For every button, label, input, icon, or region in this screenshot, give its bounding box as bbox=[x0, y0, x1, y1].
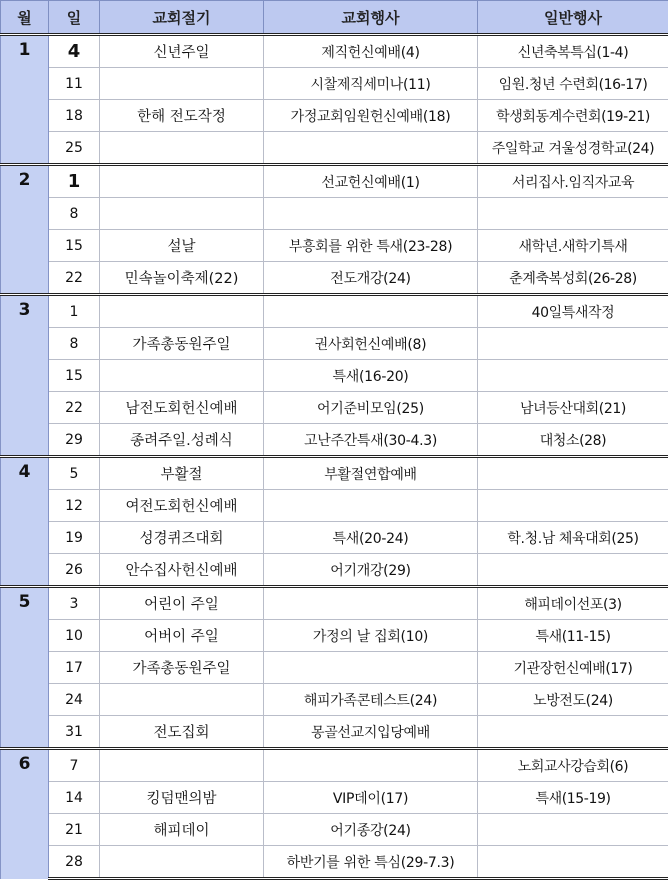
day-cell: 1 bbox=[49, 295, 100, 328]
general-event-cell: 학.청.남 체육대회(25) bbox=[478, 522, 668, 554]
table-row bbox=[1, 230, 668, 262]
day-cell: 1 bbox=[49, 165, 100, 198]
table-row bbox=[1, 328, 668, 360]
table-row bbox=[1, 132, 668, 165]
general-event-cell bbox=[478, 846, 668, 879]
general-event-cell bbox=[478, 554, 668, 587]
church-season-cell: 부활절 bbox=[100, 457, 264, 490]
church-event-cell bbox=[264, 490, 478, 522]
church-event-cell: VIP데이(17) bbox=[264, 782, 478, 814]
day-cell: 22 bbox=[49, 392, 100, 424]
table-row bbox=[1, 782, 668, 814]
general-event-cell: 춘계축복성회(26-28) bbox=[478, 262, 668, 295]
day-cell: 22 bbox=[49, 262, 100, 295]
day-cell: 18 bbox=[49, 100, 100, 132]
day-cell: 10 bbox=[49, 620, 100, 652]
church-event-cell bbox=[264, 132, 478, 165]
church-season-cell: 가족총동원주일 bbox=[100, 652, 264, 684]
table-row bbox=[1, 100, 668, 132]
church-event-cell: 하반기를 위한 특심(29-7.3) bbox=[264, 846, 478, 879]
general-event-cell: 40일특새작정 bbox=[478, 295, 668, 328]
table-row bbox=[1, 198, 668, 230]
general-event-cell bbox=[478, 360, 668, 392]
church-event-cell: 제직헌신예배(4) bbox=[264, 35, 478, 68]
month-cell: 1 bbox=[1, 35, 49, 165]
table-row bbox=[1, 522, 668, 554]
church-event-cell: 몽골선교지입당예배 bbox=[264, 716, 478, 749]
table-row bbox=[1, 716, 668, 749]
church-season-cell bbox=[100, 846, 264, 879]
table-row bbox=[1, 35, 668, 68]
table-row bbox=[1, 68, 668, 100]
church-season-cell bbox=[100, 165, 264, 198]
church-season-cell: 가족총동원주일 bbox=[100, 328, 264, 360]
church-event-cell: 어기개강(29) bbox=[264, 554, 478, 587]
general-event-cell: 학생회동계수련회(19-21) bbox=[478, 100, 668, 132]
church-event-cell: 해피가족콘테스트(24) bbox=[264, 684, 478, 716]
calendar-body bbox=[1, 35, 668, 879]
general-event-cell: 신년축복특십(1-4) bbox=[478, 35, 668, 68]
church-event-cell: 권사회헌신예배(8) bbox=[264, 328, 478, 360]
church-event-cell bbox=[264, 587, 478, 620]
day-cell: 7 bbox=[49, 749, 100, 782]
general-event-cell: 주일학교 겨울성경학교(24) bbox=[478, 132, 668, 165]
church-season-cell bbox=[100, 295, 264, 328]
general-event-cell bbox=[478, 716, 668, 749]
church-event-cell bbox=[264, 749, 478, 782]
table-row bbox=[1, 620, 668, 652]
day-cell: 24 bbox=[49, 684, 100, 716]
general-event-cell bbox=[478, 198, 668, 230]
month-cell: 3 bbox=[1, 295, 49, 457]
table-row bbox=[1, 457, 668, 490]
church-event-cell: 어기종강(24) bbox=[264, 814, 478, 846]
church-event-cell: 부흥회를 위한 특새(23-28) bbox=[264, 230, 478, 262]
church-season-cell: 남전도회헌신예배 bbox=[100, 392, 264, 424]
general-event-cell: 임원.청년 수련회(16-17) bbox=[478, 68, 668, 100]
general-event-cell: 새학년.새학기특새 bbox=[478, 230, 668, 262]
church-season-cell: 신년주일 bbox=[100, 35, 264, 68]
table-row bbox=[1, 652, 668, 684]
church-season-cell: 한해 전도작정 bbox=[100, 100, 264, 132]
church-event-cell: 가정의 날 집회(10) bbox=[264, 620, 478, 652]
general-event-cell: 남녀등산대회(21) bbox=[478, 392, 668, 424]
general-event-cell: 기관장헌신예배(17) bbox=[478, 652, 668, 684]
general-event-cell: 대청소(28) bbox=[478, 424, 668, 457]
church-season-cell: 어버이 주일 bbox=[100, 620, 264, 652]
day-cell: 14 bbox=[49, 782, 100, 814]
day-cell: 15 bbox=[49, 230, 100, 262]
general-event-cell: 노회교사강습회(6) bbox=[478, 749, 668, 782]
church-season-cell: 종려주일.성례식 bbox=[100, 424, 264, 457]
table-row bbox=[1, 587, 668, 620]
table-row bbox=[1, 749, 668, 782]
church-event-cell: 어기준비모임(25) bbox=[264, 392, 478, 424]
general-event-cell: 해피데이선포(3) bbox=[478, 587, 668, 620]
table-row bbox=[1, 554, 668, 587]
day-cell: 28 bbox=[49, 846, 100, 879]
month-cell: 4 bbox=[1, 457, 49, 587]
church-event-cell: 특새(20-24) bbox=[264, 522, 478, 554]
church-season-cell bbox=[100, 360, 264, 392]
day-cell: 11 bbox=[49, 68, 100, 100]
church-event-cell: 가정교회임원헌신예배(18) bbox=[264, 100, 478, 132]
church-season-cell bbox=[100, 749, 264, 782]
table-row bbox=[1, 814, 668, 846]
church-event-cell: 고난주간특새(30-4.3) bbox=[264, 424, 478, 457]
general-event-cell: 특새(11-15) bbox=[478, 620, 668, 652]
header-day: 일 bbox=[49, 1, 100, 35]
church-event-cell: 시찰제직세미나(11) bbox=[264, 68, 478, 100]
table-row bbox=[1, 392, 668, 424]
table-row bbox=[1, 846, 668, 879]
day-cell: 12 bbox=[49, 490, 100, 522]
table-row bbox=[1, 424, 668, 457]
church-event-cell bbox=[264, 198, 478, 230]
month-cell: 5 bbox=[1, 587, 49, 749]
church-event-cell bbox=[264, 295, 478, 328]
table-row bbox=[1, 262, 668, 295]
header-church-event: 교회행사 bbox=[264, 1, 478, 35]
day-cell: 3 bbox=[49, 587, 100, 620]
header-general-event: 일반행사 bbox=[478, 1, 668, 35]
church-season-cell bbox=[100, 68, 264, 100]
general-event-cell: 서리집사.임직자교육 bbox=[478, 165, 668, 198]
header-church-season: 교회절기 bbox=[100, 1, 264, 35]
day-cell: 31 bbox=[49, 716, 100, 749]
month-cell: 2 bbox=[1, 165, 49, 295]
header-month: 월 bbox=[1, 1, 49, 35]
day-cell: 4 bbox=[49, 35, 100, 68]
day-cell: 17 bbox=[49, 652, 100, 684]
day-cell: 15 bbox=[49, 360, 100, 392]
church-season-cell: 성경퀴즈대회 bbox=[100, 522, 264, 554]
day-cell: 26 bbox=[49, 554, 100, 587]
general-event-cell bbox=[478, 490, 668, 522]
table-row bbox=[1, 295, 668, 328]
church-event-cell: 특새(16-20) bbox=[264, 360, 478, 392]
day-cell: 25 bbox=[49, 132, 100, 165]
church-season-cell: 여전도회헌신예배 bbox=[100, 490, 264, 522]
church-event-cell bbox=[264, 652, 478, 684]
day-cell: 29 bbox=[49, 424, 100, 457]
table-row bbox=[1, 360, 668, 392]
day-cell: 5 bbox=[49, 457, 100, 490]
general-event-cell: 특새(15-19) bbox=[478, 782, 668, 814]
general-event-cell: 노방전도(24) bbox=[478, 684, 668, 716]
church-season-cell: 안수집사헌신예배 bbox=[100, 554, 264, 587]
general-event-cell bbox=[478, 814, 668, 846]
table-row bbox=[1, 684, 668, 716]
church-season-cell: 해피데이 bbox=[100, 814, 264, 846]
church-season-cell: 킹덤맨의밤 bbox=[100, 782, 264, 814]
church-season-cell bbox=[100, 132, 264, 165]
church-event-cell: 선교헌신예배(1) bbox=[264, 165, 478, 198]
general-event-cell bbox=[478, 328, 668, 360]
day-cell: 21 bbox=[49, 814, 100, 846]
church-season-cell bbox=[100, 684, 264, 716]
general-event-cell bbox=[478, 457, 668, 490]
church-season-cell: 설날 bbox=[100, 230, 264, 262]
church-event-cell: 전도개강(24) bbox=[264, 262, 478, 295]
church-season-cell bbox=[100, 198, 264, 230]
header-row bbox=[1, 1, 668, 35]
church-event-cell: 부활절연합예배 bbox=[264, 457, 478, 490]
table-row bbox=[1, 490, 668, 522]
church-season-cell: 전도집회 bbox=[100, 716, 264, 749]
church-season-cell: 민속놀이축제(22) bbox=[100, 262, 264, 295]
church-season-cell: 어린이 주일 bbox=[100, 587, 264, 620]
table-row bbox=[1, 165, 668, 198]
day-cell: 8 bbox=[49, 328, 100, 360]
month-cell: 6 bbox=[1, 749, 49, 879]
day-cell: 19 bbox=[49, 522, 100, 554]
day-cell: 8 bbox=[49, 198, 100, 230]
